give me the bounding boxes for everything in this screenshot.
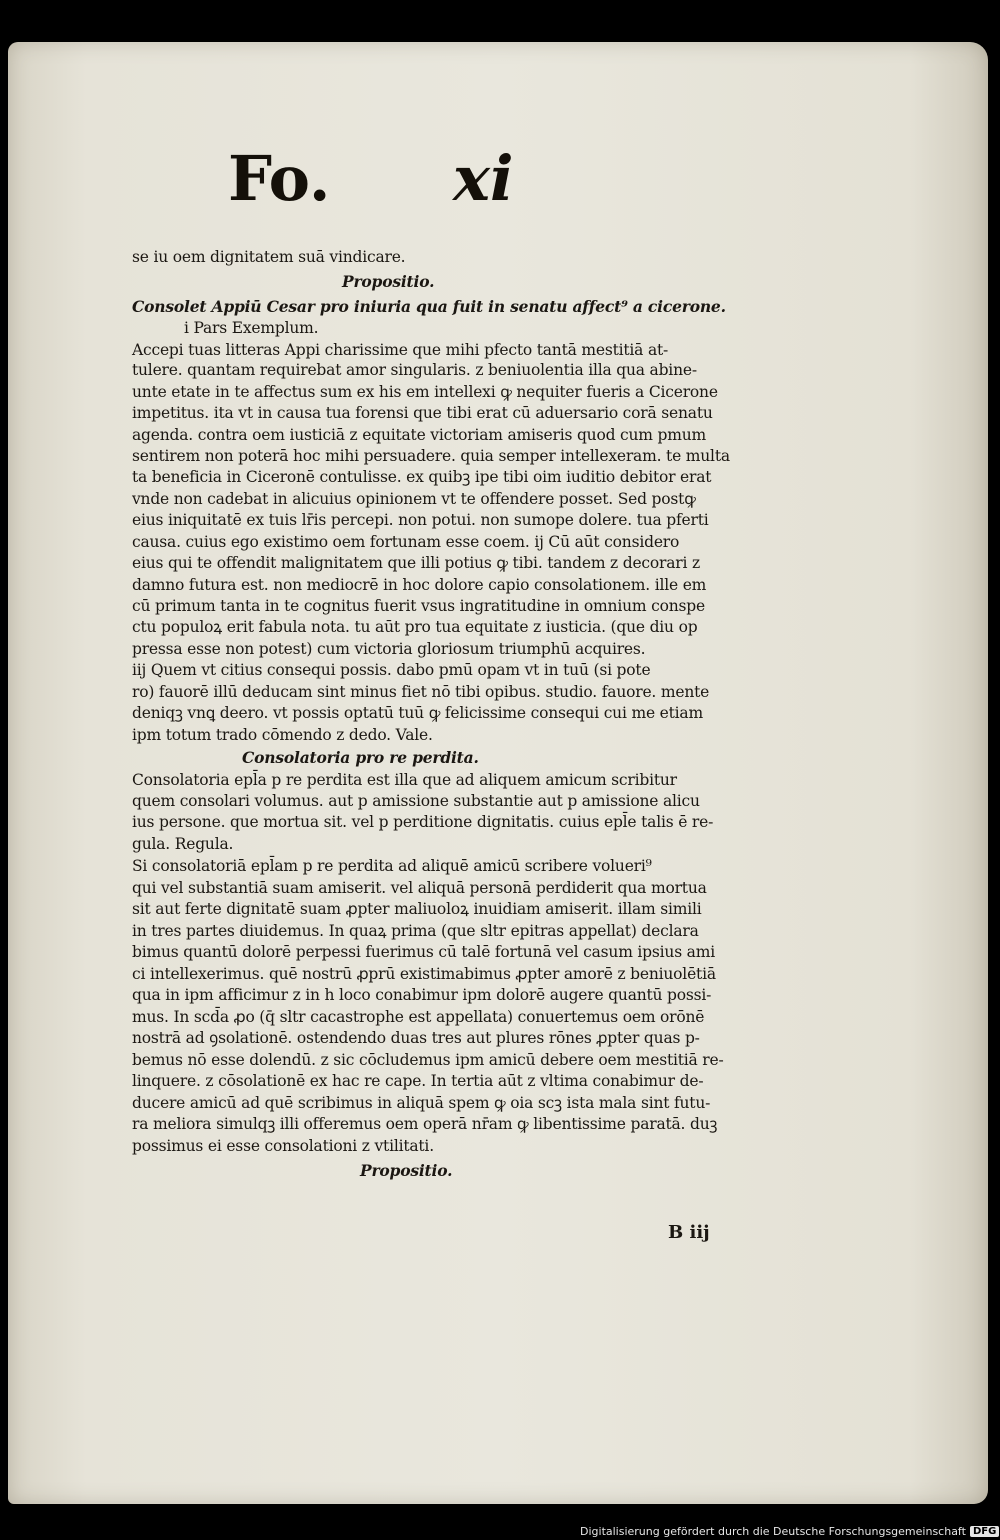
text-line: causa. cuius ego existimo oem fortunam esse coem. ij Cū aūt considero	[132, 533, 680, 551]
text-line: se iu oem dignitatem suā vindicare.	[132, 248, 406, 266]
text-line: Consolet Appiū Cesar pro iniuria qua fuit in senatu affect⁹ a cicerone.	[132, 297, 726, 316]
text-line: ci intellexerimus. quē nostrū ꝓprū existimabimus ꝓpter amorē z beniuolētiā	[132, 965, 716, 983]
text-line: ta beneficia in Ciceronē contulisse. ex quibꝫ ipe tibi oim iuditio debitor erat	[132, 468, 712, 486]
text-line: pressa esse non potest) cum victoria gloriosum triumphū acquires.	[132, 640, 646, 658]
text-line: agenda. contra oem iusticiā z equitate victoriam amiseris quod cum pmum	[132, 426, 707, 444]
text-line: iij Quem vt citius consequi possis. dabo pmū opam vt in tuū (si pote	[132, 661, 651, 679]
folio-number: xi	[453, 142, 514, 215]
footer-credit	[580, 1522, 1000, 1540]
text-line: cū primum tanta in te cognitus fuerit vsus ingratitudine in omnium conspe	[132, 597, 705, 615]
text-line: quem consolari volumus. aut p amissione substantie aut p amissione alicu	[132, 792, 700, 810]
text-line: ius persone. que mortua sit. vel p perditione dignitatis. cuius epl̄e talis ē re-	[132, 813, 714, 831]
text-line: in tres partes diuidemus. In quaꝝ prima (que sltr epitras appellat) declara	[132, 922, 699, 940]
text-line: qui vel substantiā suam amiserit. vel aliquā personā perdiderit qua mortua	[132, 879, 707, 897]
text-line: bemus nō esse dolendū. z sic cōcludemus ipm amicū debere oem mestitiā re-	[132, 1051, 724, 1069]
text-line: Accepi tuas litteras Appi charissime que mihi pfecto tantā mestitiā at-	[132, 341, 669, 359]
text-line: Consolatoria epl̄a p re perdita est illa que ad aliquem amicum scribitur	[132, 771, 677, 789]
text-line: i Pars Exemplum.	[184, 319, 319, 337]
folio-header	[228, 142, 618, 222]
text-line: unte etate in te affectus sum ex his em intellexi ꝙ nequiter fueris a Cicerone	[132, 383, 718, 401]
text-line: damno futura est. non mediocrē in hoc dolore capio consolationem. ille em	[132, 576, 707, 594]
text-line: possimus ei esse consolationi z vtilitati.	[132, 1137, 434, 1155]
text-line: Propositio.	[342, 272, 435, 291]
text-line: mus. In scd̄a ꝓo (q̄ sltr cacastrophe est appellata) conuertemus oem orōnē	[132, 1008, 705, 1026]
text-line: impetitus. ita vt in causa tua forensi que tibi erat cū aduersario corā senatu	[132, 404, 713, 422]
text-line: eius qui te offendit malignitatem que illi potius ꝙ tibi. tandem z decorari z	[132, 554, 700, 572]
text-line: vnde non cadebat in alicuius opinionem vt te offendere posset. Sed postꝙ	[132, 490, 696, 508]
footer-text: Digitalisierung gefördert durch die Deutsche Forschungsgemeinschaft	[580, 1524, 966, 1538]
text-line: ducere amicū ad quē scribimus in aliquā spem ꝙ oia scꝫ ista mala sint futu-	[132, 1094, 711, 1112]
text-line: linquere. z cōsolationē ex hac re cape. In tertia aūt z vltima conabimur de-	[132, 1072, 704, 1090]
text-line: deniqꝫ vnꝗ deero. vt possis optatū tuū ꝙ felicissime consequi cui me etiam	[132, 704, 703, 722]
text-line: tulere. quantam requirebat amor singularis. z beniuolentia illa qua abine-	[132, 361, 697, 379]
text-line: nostrā ad ꝯsolationē. ostendendo duas tres aut plures rōnes ꝓpter quas p-	[132, 1029, 700, 1047]
text-line: sentirem non poterā hoc mihi persuadere. quia semper intellexeram. te multa	[132, 447, 730, 465]
text-line: sit aut ferte dignitatē suam ꝓpter maliuoloꝝ inuidiam amiserit. illam simili	[132, 900, 702, 918]
text-line: ipm totum trado cōmendo z dedo. Vale.	[132, 726, 433, 744]
dfg-logo: DFG	[970, 1526, 999, 1537]
text-line: eius iniquitatē ex tuis lr̄is percepi. non potui. non sumope dolere. tua pferti	[132, 511, 709, 529]
text-line: Propositio.	[360, 1161, 453, 1180]
text-line: Si consolatoriā epl̄am p re perdita ad aliquē amicū scribere volueri⁹	[132, 857, 652, 875]
folio-label: Fo.	[228, 142, 331, 215]
text-line: qua in ipm afficimur z in h loco conabimur ipm dolorē augere quantū possi-	[132, 986, 712, 1004]
text-line: Consolatoria pro re perdita.	[242, 748, 479, 767]
book-page	[8, 42, 988, 1504]
signature-mark: B iij	[668, 1222, 710, 1243]
text-line: bimus quantū dolorē perpessi fuerimus cū talē fortunā vel casum ipsius ami	[132, 943, 715, 961]
text-line: gula. Regula.	[132, 835, 234, 853]
text-line: ra meliora simulqꝫ illi offeremus oem operā nr̄am ꝙ libentissime paratā. duꝫ	[132, 1115, 718, 1133]
text-line: ctu populoꝝ erit fabula nota. tu aūt pro tua equitate z iusticia. (que diu op	[132, 618, 698, 636]
text-line: ro) fauorē illū deducam sint minus fiet nō tibi opibus. studio. fauore. mente	[132, 683, 710, 701]
